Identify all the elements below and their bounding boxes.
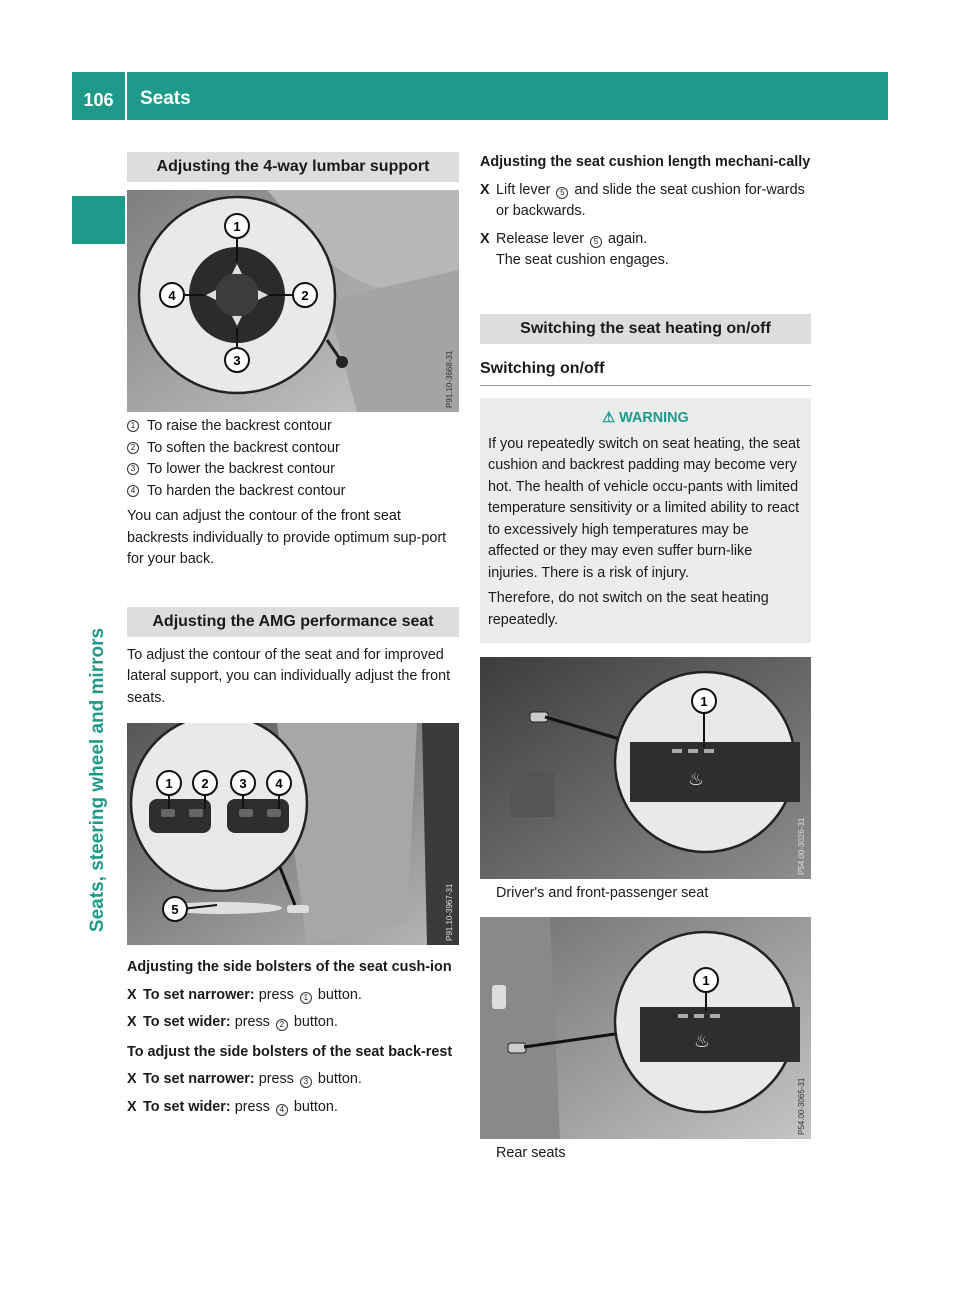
svg-text:5: 5 <box>171 902 179 917</box>
svg-text:1: 1 <box>165 776 173 791</box>
rear-image-code: P54.00-3065-31 <box>797 1077 806 1135</box>
list-item: 4 To harden the backrest contour <box>127 481 459 503</box>
svg-text:4: 4 <box>275 776 283 791</box>
step-item: X To set wider: press 4 button. <box>127 1098 338 1115</box>
length-heading: Adjusting the seat cushion length mechani-cally <box>480 154 811 170</box>
side-tab-marker <box>72 196 125 244</box>
amg-heading: Adjusting the AMG performance seat <box>127 607 459 637</box>
step-item: X To set narrower: press 3 button. <box>127 1071 362 1087</box>
step-item: X To set narrower: press 1 button. <box>127 986 362 1003</box>
svg-text:3: 3 <box>233 353 241 368</box>
lumbar-image-code: P91.10-3668-31 <box>445 350 454 408</box>
svg-text:♨: ♨ <box>693 1030 711 1052</box>
cushion-heading: Adjusting the side bolsters of the seat cush-ion <box>127 959 452 975</box>
svg-text:2: 2 <box>201 776 209 791</box>
rear-seat-heater-photo <box>480 917 811 1139</box>
step-item: X To set wider: press 2 button. <box>127 1014 338 1030</box>
list-item: 3 To lower the backrest contour <box>127 459 459 481</box>
side-tab-label: Seats, steering wheel and mirrors <box>87 627 108 933</box>
warning-text-2: Therefore, do not switch on the seat heating repeatedly. <box>488 590 769 628</box>
step-item: X Release lever 5 again. The seat cushion engages. <box>480 230 669 268</box>
page-title: Seats <box>140 88 191 109</box>
rear-photo-caption: Rear seats <box>496 1144 566 1161</box>
lumbar-photo <box>127 190 459 412</box>
list-item: 1 To raise the backrest contour <box>127 416 459 438</box>
front-image-code: P54.00-3026-31 <box>797 817 806 875</box>
warning-title: ⚠ WARNING <box>602 410 689 426</box>
front-photo-caption: Driver's and front-passenger seat <box>496 885 709 901</box>
front-seat-heater-photo <box>480 657 811 879</box>
warning-icon: ⚠ <box>602 410 616 426</box>
svg-text:4: 4 <box>168 288 176 303</box>
lumbar-paragraph: You can adjust the contour of the front seat backrests individually to provide optimum sup-port for your back. <box>127 508 447 567</box>
svg-text:♨: ♨ <box>687 769 705 790</box>
svg-text:1: 1 <box>702 972 710 988</box>
lumbar-heading: Adjusting the 4-way lumbar support <box>127 152 459 182</box>
svg-text:3: 3 <box>239 776 247 791</box>
warning-box <box>480 398 811 643</box>
heating-subheading: Switching on/off <box>480 352 811 387</box>
svg-text:1: 1 <box>233 219 241 234</box>
amg-image-code: P91.10-3967-31 <box>445 883 454 941</box>
heating-heading: Switching the seat heating on/off <box>480 314 811 344</box>
warning-text: If you repeatedly switch on seat heating, the seat cushion and backrest padding may become very hot. The health of vehicle occu-pants with limited temperature sensitivity or a limited ability to react to excessively high temperatures may be affected or they may even suffer burn-like injuries. There is a risk of injury. <box>488 435 800 581</box>
list-item: 2 To soften the backrest contour <box>127 438 459 460</box>
header-bar <box>72 72 888 120</box>
backrest-heading: To adjust the side bolsters of the seat back-rest <box>127 1043 453 1060</box>
step-item: X Lift lever 5 and slide the seat cushion for-wards or backwards. <box>480 181 805 219</box>
svg-text:1: 1 <box>700 694 708 709</box>
right-column <box>480 152 811 1164</box>
amg-paragraph: To adjust the contour of the seat and for improved lateral support, you can individually adjust the front seats. <box>127 646 451 706</box>
svg-text:2: 2 <box>301 288 309 303</box>
left-column <box>127 152 459 1118</box>
amg-photo <box>127 723 459 945</box>
page-number: 106 <box>72 72 127 120</box>
